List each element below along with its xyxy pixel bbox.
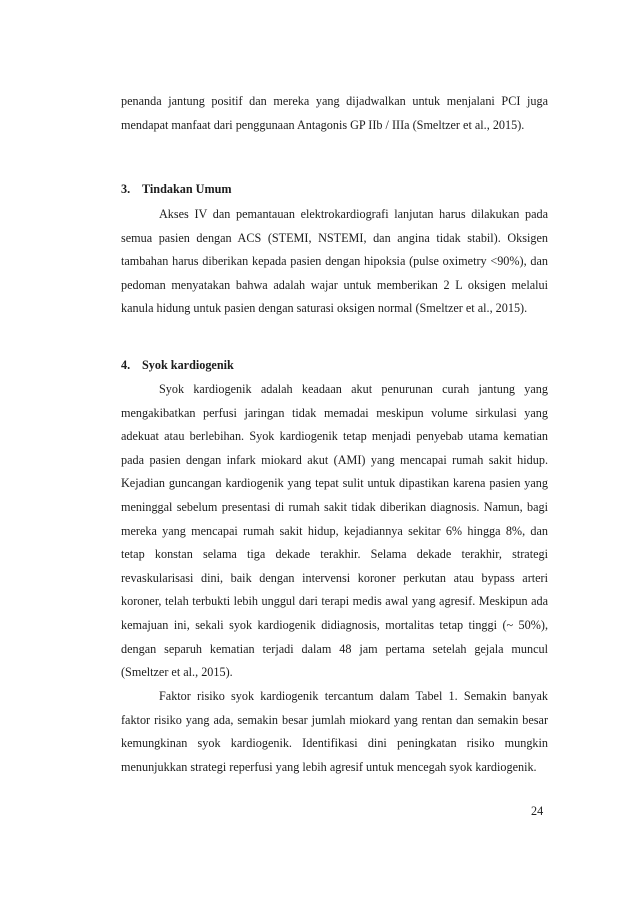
paragraph-tindakan-umum: Akses IV dan pemantauan elektrokardiografi lanjutan harus dilakukan pada semua pasien dengan ACS (STEMI, NSTEMI, dan angina tidak stabil). Oksigen tambahan harus diberikan kepada pasien dengan hipoksia (pulse oximetry <90%), dan pedoman menyatakan bahwa adalah wajar untuk memberikan 2 L oksigen melalui kanula hidung untuk pasien dengan saturasi oksigen normal (Smeltzer et al., 2015).	[121, 207, 548, 316]
paragraph-faktor-risiko: Faktor risiko syok kardiogenik tercantum dalam Tabel 1. Semakin banyak faktor risiko yang ada, semakin besar jumlah miokard yang rentan dan semakin besar kemungkinan syok kardiogenik. Identifikasi dini peningkatan risiko mungkin menunjukkan strategi reperfusi yang lebih agresif untuk mencegah syok kardiogenik.	[121, 689, 548, 774]
page-number: 24	[531, 804, 544, 818]
section-number: 4.	[121, 358, 131, 372]
section-heading-tindakan-umum	[121, 182, 232, 197]
section-title: Tindakan Umum	[142, 182, 232, 196]
paragraph-pci-antagonis: penanda jantung positif dan mereka yang dijadwalkan untuk menjalani PCI juga mendapat manfaat dari penggunaan Antagonis GP IIb / IIIa (Smeltzer et al., 2015).	[121, 94, 548, 132]
paragraph-syok-kardiogenik: Syok kardiogenik adalah keadaan akut penurunan curah jantung yang mengakibatkan perfusi jaringan tidak memadai meskipun volume sirkulasi yang adekuat atau berlebihan. Syok kardiogenik tetap menjadi penyebab utama kematian pada pasien dengan infark miokard akut (AMI) yang mencapai rumah sakit hidup. Kejadian guncangan kardiogenik yang tepat sulit untuk dipastikan karena pasien yang meninggal sebelum presentasi di rumah sakit tidak diberikan diagnosis. Namun, bagi mereka yang mencapai rumah sakit hidup, kejadiannya sekitar 6% hingga 8%, dan tetap konstan selama tiga dekade terakhir. Selama dekade terakhir, strategi revaskularisasi dini, baik dengan intervensi koroner perkutan atau bypass arteri koroner, telah terbukti lebih unggul dari terapi medis awal yang agresif. Meskipun ada kemajuan ini, sekali syok kardiogenik didiagnosis, mortalitas tetap tinggi (~ 50%), dengan separuh kematian terjadi dalam 48 jam pertama setelah gejala muncul (Smeltzer et al., 2015).	[121, 382, 548, 680]
section-title: Syok kardiogenik	[142, 358, 234, 372]
section-heading-syok-kardiogenik	[121, 358, 234, 373]
section-number: 3.	[121, 182, 131, 196]
